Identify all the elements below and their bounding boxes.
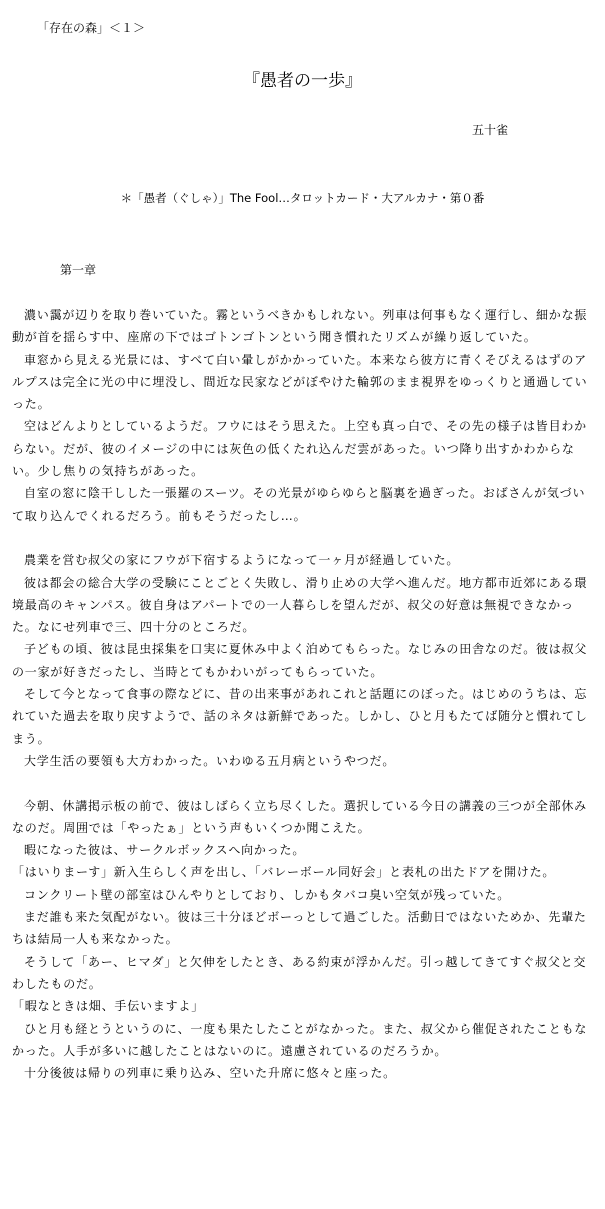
paragraph: まだ誰も来た気配がない。彼は三十分ほどボーっとして過ごした。活動日ではないためか、先輩たちは結局一人も来なかった。 [12,910,587,947]
paragraph: 今朝、休講掲示板の前で、彼はしばらく立ち尽くした。選択している今日の講義の三つが全部休みなのだ。周囲では「やったぁ」という声もいくつか聞こえた。 [12,798,587,835]
chapter-heading: 第一章 [60,263,97,277]
author-name: 五十雀 [472,123,509,137]
paragraph: 空はどんよりとしているようだ。フウにはそう思えた。上空も真っ白で、その先の様子は皆目わからない。だが、彼のイメージの中には灰色の低くたれ込んだ雲があった。いつ降り出すかわからない。少し焦りの気持ちがあった。 [12,419,587,479]
paragraph: 農業を営む叔父の家にフウが下宿するようになって一ヶ月が経過していた。 [24,553,460,568]
paragraph: 彼は都会の総合大学の受験にことごとく失敗し、滑り止めの大学へ進んだ。地方都市近郊にある環境最高のキャンパス。彼自身はアパートでの一人暮らしを望んだが、叔父の好意は無視できなかった。なにせ列車で三、四十分のところだ。 [12,575,588,635]
paragraph: 自室の窓に陰干しした一張羅のスーツ。その光景がゆらゆらと脳裏を過ぎった。おばさんが気づいて取り込んでくれるだろう。前もそうだったし…。 [12,486,586,523]
paragraph: 暇になった彼は、サークルボックスへ向かった。 [24,843,306,858]
series-label: 「存在の森」＜１＞ [37,21,146,35]
paragraph: そして今となって食事の際などに、昔の出来事があれこれと話題にのぼった。はじめのうちは、忘れていた過去を取り戻すようで、話のネタは新鮮であった。しかし、ひと月もたてば随分と慣れてしまう。 [12,687,588,746]
paragraph: 十分後彼は帰りの列車に乗り込み、空いた升席に悠々と座った。 [24,1066,396,1081]
paragraph: コンクリート壁の部室はひんやりとしており、しかもタバコ臭い空気が残っていた。 [24,887,511,902]
paragraph: 「はいりまーす」新入生らしく声を出し、「バレーボール同好会」と表札の出たドアを開けた。 [12,865,556,880]
section-break [12,772,597,794]
page-title: 『愚者の一歩』 [243,71,362,91]
paragraph: 濃い靄が辺りを取り巻いていた。霧というべきかもしれない。列車は何事もなく運行し、細かな振動が首を揺らす中、座席の下ではゴトンゴトンという聞き慣れたリズムが繰り返していた。 [12,308,588,345]
paragraph: ひと月も経とうというのに、一度も果たしたことがなかった。また、叔父から催促されたこともなかった。人手が多いに越したことはないのに。遠慮されているのだろうか。 [12,1021,588,1058]
paragraph: 子どもの頃、彼は昆虫採集を口実に夏休み中よく泊めてもらった。なじみの田舎なのだ。彼は叔父の一家が好きだったし、当時とてもかわいがってもらっていた。 [12,642,588,679]
paragraph: 車窓から見える光景には、すべて白い暈しがかかっていた。本来なら彼方に青くそびえるはずのアルプスは完全に光の中に埋没し、間近な民家などがぼやけた輪郭のまま視界をゆっくりと通過していった。 [12,352,588,412]
section-break [12,527,597,549]
paragraph: そうして「あー、ヒマダ」と欠伸をしたとき、ある約束が浮かんだ。引っ越してきてすぐ叔父と交わしたものだ。 [12,954,587,991]
story-body [12,304,597,1084]
tarot-note: ＊「愚者（ぐしゃ）」The Fool…タロットカード・大アルカナ・第０番 [120,191,485,205]
paragraph: 大学生活の要領も大方わかった。いわゆる五月病というやつだ。 [24,753,396,768]
paragraph: 「暇なときは畑、手伝いますよ」 [12,999,205,1014]
